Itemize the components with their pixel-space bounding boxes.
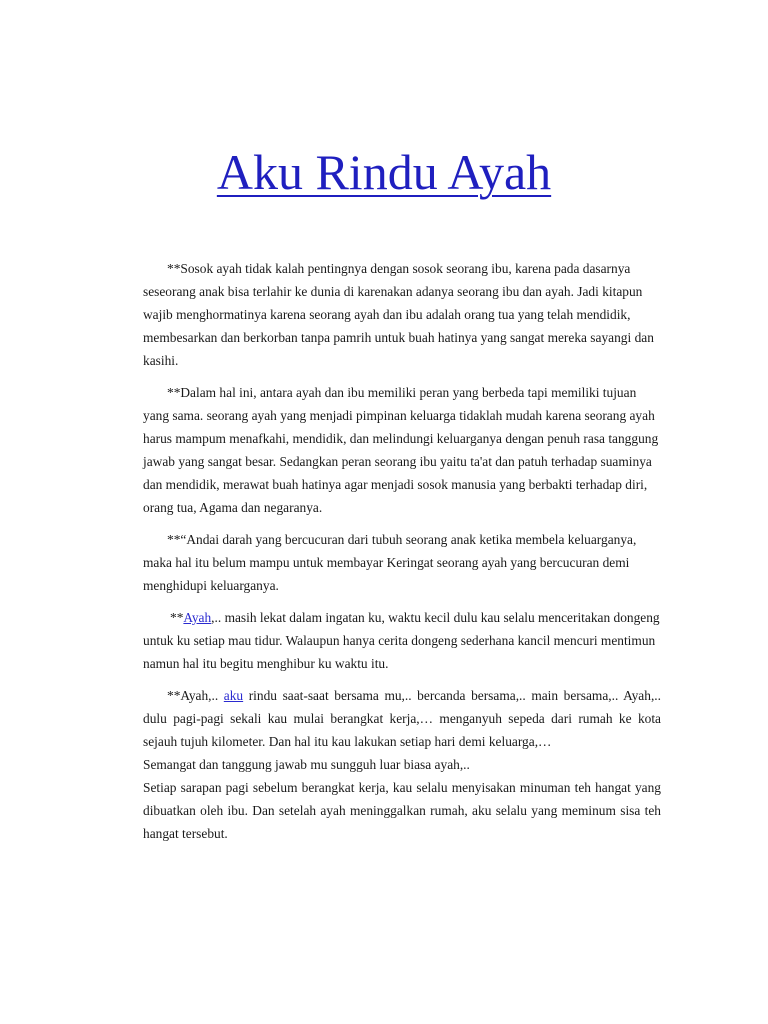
paragraph-1: **Sosok ayah tidak kalah pentingnya dengan sosok seorang ibu, karena pada dasarnya seseorang anak bisa terlahir ke dunia di karenakan adanya seorang ibu dan ayah. Jadi kitapun wajib menghormatinya karena seorang ayah dan ibu adalah orang tua yang telah mendidik, membesarkan dan berkorban tanpa pamrih untuk buah hatinya yang sangat mereka sayangi dan kasihi. [143,261,654,368]
paragraph-2: **Dalam hal ini, antara ayah dan ibu memiliki peran yang berbeda tapi memiliki tujuan yang sama. seorang ayah yang menjadi pimpinan keluarga tidaklah mudah karena seorang ayah harus mampum menafkahi, mendidik, dan melindungi keluarganya dengan penuh rasa tanggung jawab yang sangat besar. Sedangkan peran seorang ibu yaitu ta'at dan patuh terhadap suaminya dan mendidik, merawat buah hatinya agar menjadi sosok manusia yang berbakti terhadap diri, orang tua, Agama dan negaranya. [143,385,659,515]
paragraph-5 [143,684,661,753]
paragraph-6: Semangat dan tanggung jawab mu sungguh luar biasa ayah,.. [143,757,470,772]
paragraph-4-text: ,.. masih lekat dalam ingatan ku, waktu kecil dulu kau selalu menceritakan dongeng untuk ku setiap mau tidur. Walaupun hanya cerita dongeng sederhana kancil mencuri mentimun namun hal itu begitu menghibur ku waktu itu. [143,610,660,671]
document-title-link[interactable]: Aku Rindu Ayah [216,144,552,200]
document-body [143,257,661,845]
paragraph-4 [143,606,661,675]
paragraph-7: Setiap sarapan pagi sebelum berangkat kerja, kau selalu menyisakan minuman teh hangat yang dibuatkan oleh ibu. Dan setelah ayah meninggalkan rumah, aku selalu yang meminum sisa teh hangat tersebut. [143,780,661,841]
aku-link[interactable]: aku [223,688,244,703]
paragraph-3: **“Andai darah yang bercucuran dari tubuh seorang anak ketika membela keluarganya, maka hal itu belum mampu untuk membayar Keringat seorang ayah yang bercucuran demi menghidupi keluarganya. [143,532,637,593]
paragraph-5-prefix: **Ayah,.. [167,688,224,703]
ayah-link[interactable]: Ayah [183,610,212,625]
paragraph-4-prefix: ** [170,610,184,625]
paragraph-5-text: rindu saat-saat bersama mu,.. bercanda bersama,.. main bersama,.. Ayah,.. dulu pagi-pagi sekali kau mulai berangkat kerja,… menganyuh sepeda dari rumah ke kota sejauh tujuh kilometer. Dan hal itu kau lakukan setiap hari demi keluarga,… [143,688,661,749]
